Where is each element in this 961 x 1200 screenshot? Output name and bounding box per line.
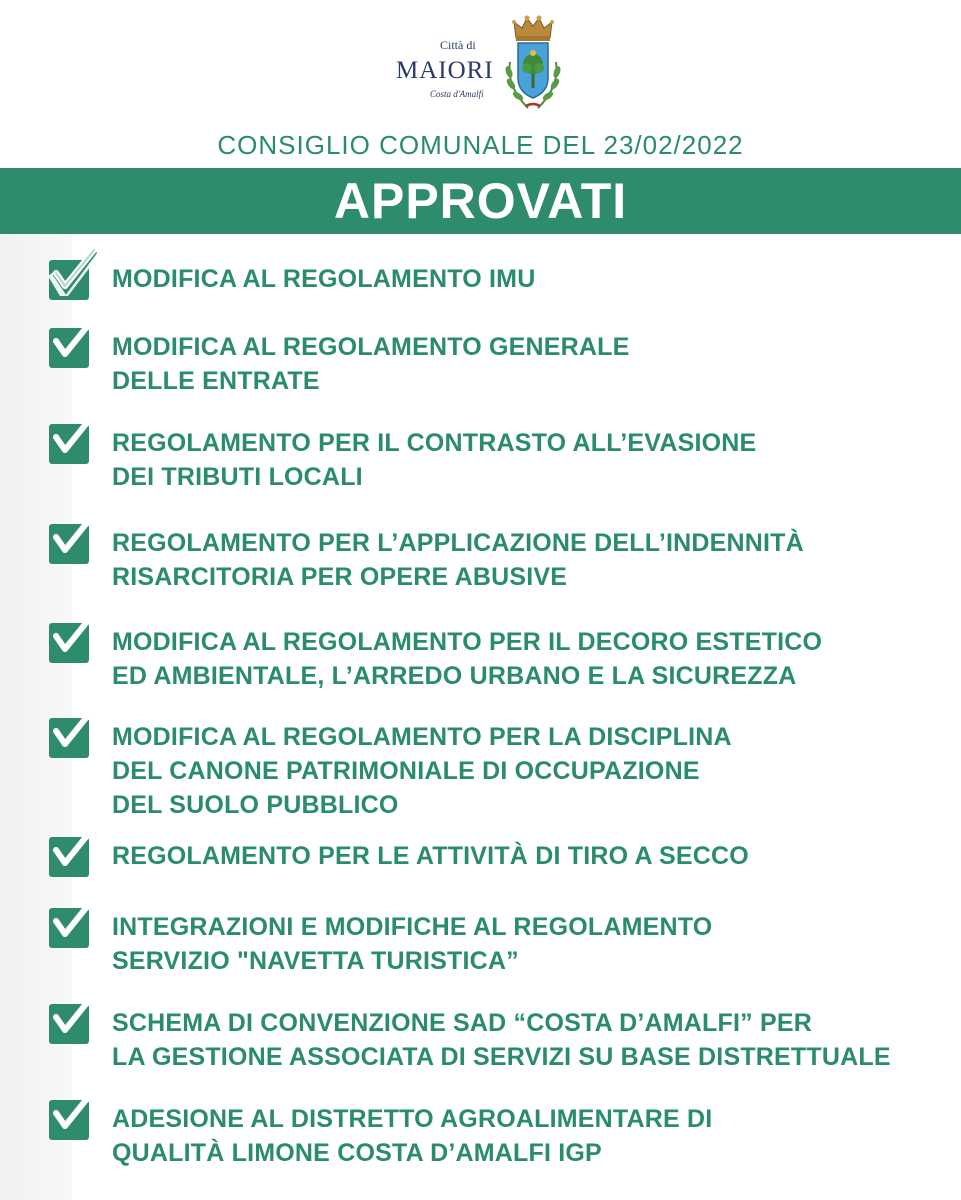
approved-banner [0,168,961,234]
checkbox-checked-icon [46,314,102,372]
checkbox-checked-icon [46,410,102,468]
checkbox-checked-icon [46,510,102,568]
logo-citta-di: Città di [440,38,476,52]
banner-title: APPROVATI [333,173,628,229]
approved-item-text: REGOLAMENTO PER L’APPLICAZIONE DELL’INDENNITÀ RISARCITORIA PER OPERE ABUSIVE [112,529,804,591]
approved-item-text: MODIFICA AL REGOLAMENTO GENERALE DELLE ENTRATE [112,333,630,395]
checkbox-checked-icon [46,1086,102,1144]
approved-item-text: MODIFICA AL REGOLAMENTO PER IL DECORO ESTETICO ED AMBIENTALE, L’ARREDO URBANO E LA SICUREZZA [112,628,823,690]
checkbox-checked-icon [46,894,102,952]
checkbox-checked-icon [46,823,102,881]
checkbox-checked-icon [46,704,102,762]
approved-item-text: REGOLAMENTO PER LE ATTIVITÀ DI TIRO A SECCO [112,842,749,870]
checkbox-checked-icon [46,990,102,1048]
approved-item-text: ADESIONE AL DISTRETTO AGROALIMENTARE DI QUALITÀ LIMONE COSTA D’AMALFI IGP [112,1105,713,1167]
coat-of-arms-icon [496,12,570,112]
approved-item-text: SCHEMA DI CONVENZIONE SAD “COSTA D’AMALFI” PER LA GESTIONE ASSOCIATA DI SERVIZI SU BASE DISTRETTUALE [112,1009,891,1071]
checkbox-checked-icon [46,609,102,667]
city-logo [392,10,572,114]
council-subtitle: CONSIGLIO COMUNALE DEL 23/02/2022 [217,130,744,160]
logo-city-name: MAIORI [396,57,494,84]
approved-item-text: MODIFICA AL REGOLAMENTO IMU [112,265,536,293]
approved-item-text: INTEGRAZIONI E MODIFICHE AL REGOLAMENTO SERVIZIO "NAVETTA TURISTICA” [112,913,713,975]
checkbox-checked-icon [46,246,102,304]
approved-item-text: MODIFICA AL REGOLAMENTO PER LA DISCIPLINA DEL CANONE PATRIMONIALE DI OCCUPAZIONE DEL SUOLO PUBBLICO [112,723,732,819]
logo-coast: Costa d'Amalfi [430,89,484,99]
approved-item-text: REGOLAMENTO PER IL CONTRASTO ALL’EVASIONE DEI TRIBUTI LOCALI [112,429,757,491]
